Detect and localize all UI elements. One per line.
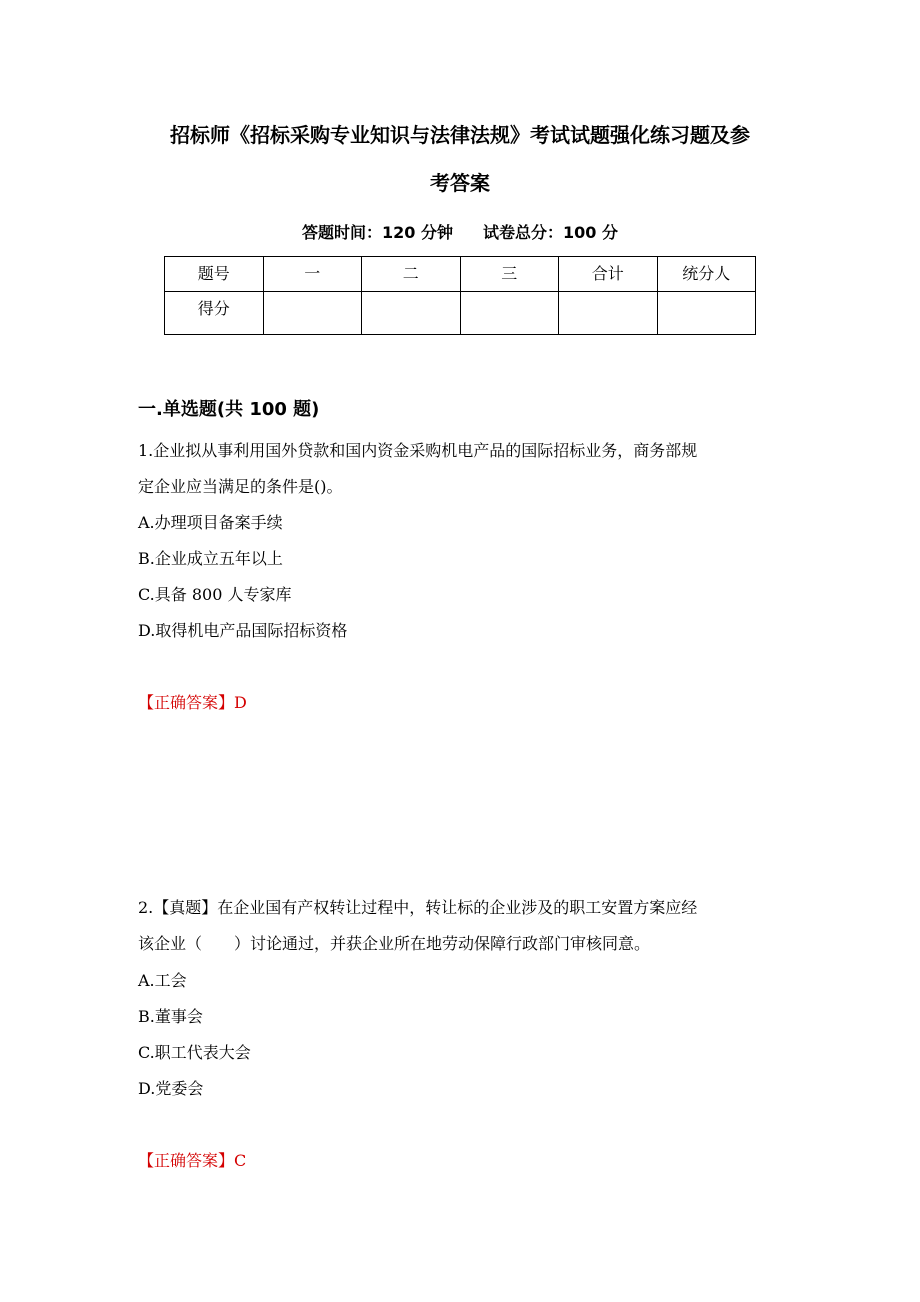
question-1-answer: 【正确答案】D	[138, 693, 247, 712]
exam-time: 答题时间：120 分钟	[302, 223, 453, 242]
total-score: 试卷总分：100 分	[483, 223, 618, 242]
score-header-cell: 统分人	[657, 257, 756, 292]
question-1-option-a: A.办理项目备案手续	[138, 513, 283, 532]
score-cell	[460, 292, 559, 335]
document-title-line-2: 考答案	[430, 171, 490, 195]
score-header-cell: 二	[362, 257, 461, 292]
question-2-answer: 【正确答案】C	[138, 1151, 247, 1170]
question-2-stem-line-1: 2.【真题】在企业国有产权转让过程中，转让标的企业涉及的职工安置方案应经	[138, 898, 698, 917]
question-1-option-c: C.具备 800 人专家库	[138, 585, 292, 604]
document-title-line-1: 招标师《招标采购专业知识与法律法规》考试试题强化练习题及参	[170, 123, 750, 147]
question-1-stem-line-1: 1.企业拟从事利用国外贷款和国内资金采购机电产品的国际招标业务，商务部规	[138, 441, 698, 460]
question-1-option-d: D.取得机电产品国际招标资格	[138, 621, 348, 640]
score-cell	[657, 292, 756, 335]
question-1-option-b: B.企业成立五年以上	[138, 549, 283, 568]
question-1-stem-line-2: 定企业应当满足的条件是()。	[138, 477, 343, 496]
score-cell	[263, 292, 362, 335]
score-table	[164, 256, 756, 335]
question-2-option-d: D.党委会	[138, 1079, 204, 1098]
score-header-cell: 合计	[559, 257, 658, 292]
exam-info	[0, 222, 920, 244]
score-row-label: 得分	[165, 292, 264, 335]
question-2-option-a: A.工会	[138, 971, 187, 990]
section-title: 一.单选题(共 100 题)	[138, 399, 320, 420]
question-2-stem-line-2: 该企业（ ）讨论通过，并获企业所在地劳动保障行政部门审核同意。	[138, 934, 651, 953]
question-2-option-c: C.职工代表大会	[138, 1043, 251, 1062]
score-header-cell: 三	[460, 257, 559, 292]
score-header-cell: 一	[263, 257, 362, 292]
score-header-cell: 题号	[165, 257, 264, 292]
question-2-option-b: B.董事会	[138, 1007, 203, 1026]
score-cell	[362, 292, 461, 335]
score-table-header-row	[165, 257, 756, 292]
score-cell	[559, 292, 658, 335]
score-table-score-row	[165, 292, 756, 335]
